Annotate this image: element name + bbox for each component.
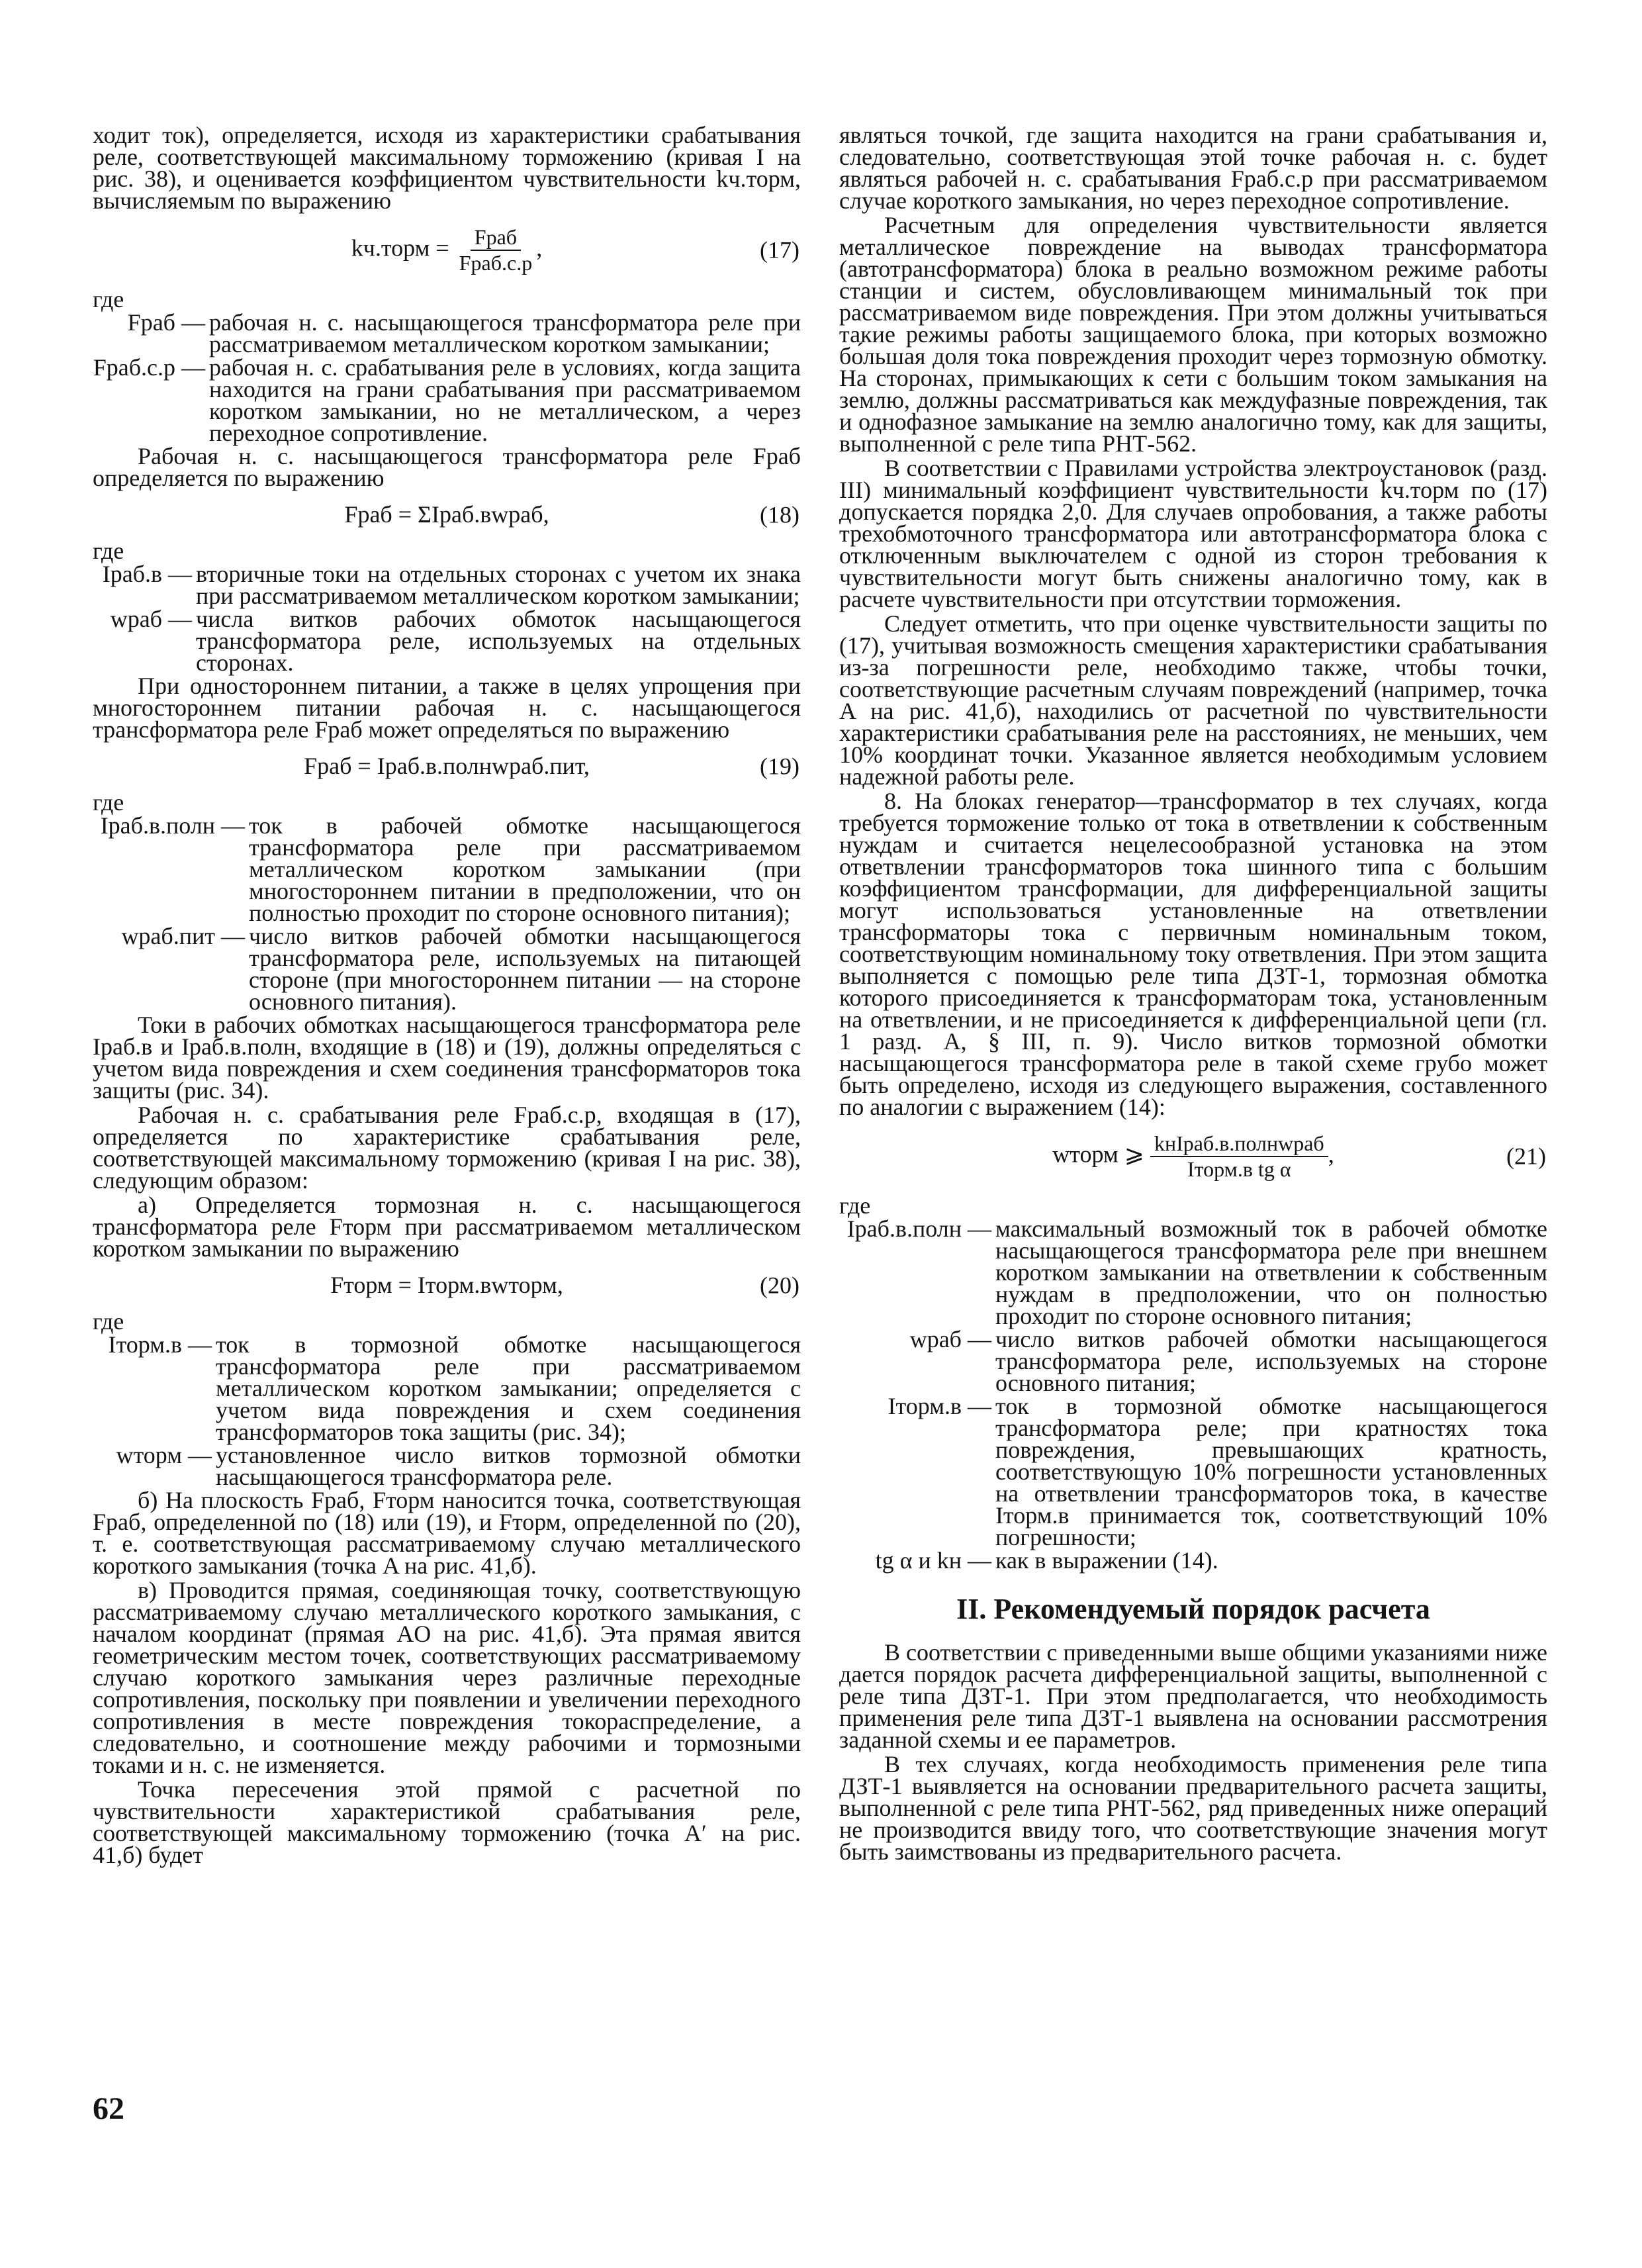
denominator: Iторм.в tg α bbox=[1187, 1157, 1291, 1181]
section-heading: II. Рекомендуемый порядок расчета bbox=[956, 1593, 1430, 1625]
formula-lhs: kч.торм = bbox=[351, 234, 449, 261]
definition bbox=[839, 1395, 1547, 1548]
formula-lhs: wторм ⩾ bbox=[1052, 1141, 1144, 1168]
paragraph: являться точкой, где защита находится на грани срабатывания и, следовательно, соответствующая этой точке рабочая н. с. будет являться рабочей н. с. срабатывания Fраб.с.р при рассматриваемом случае короткого замыкания, но через переходное сопротивление. bbox=[839, 122, 1547, 214]
formula-20 bbox=[93, 1274, 801, 1296]
paragraph: а) Определяется тормозная н. с. насыщающегося трансформатора реле Fторм при рассматриваемом металлическом коротком замыкании по выражению bbox=[93, 1192, 801, 1262]
equation-number: (17) bbox=[760, 236, 799, 263]
definition bbox=[839, 1215, 1547, 1329]
definition bbox=[93, 925, 801, 1013]
formula-body: Fраб = Iраб.в.полнwраб.пит, bbox=[304, 753, 590, 779]
definition-text: рабочая н. с. насыщающегося трансформатора реле при рассматриваемом металлическом коротком замыкании; bbox=[209, 309, 801, 357]
formula-tail: , bbox=[536, 234, 543, 261]
formula-body: Fраб = ΣIраб.вwраб, bbox=[344, 501, 549, 528]
definition bbox=[839, 1326, 1547, 1396]
definition-symbol: Iторм.в — bbox=[108, 1331, 212, 1358]
paragraph: Следует отметить, что при оценке чувствительности защиты по (17), учитывая возможность смещения характеристики срабатывания из-за погрешности реле, необходимо также, чтобы точки, соответствующие расчетным случаям повреждений (например, точка A на рис. 41,б), находились от расчетной по чувствительности характеристики срабатывания реле на расстояниях, не меньших, чем 10% координат точки. Указанное является необходимым условием надежной работы реле. bbox=[839, 610, 1547, 790]
definition-symbol: tg α и kн — bbox=[875, 1547, 991, 1574]
fraction bbox=[455, 226, 536, 274]
definition bbox=[93, 608, 801, 674]
definition-text: как в выражении (14). bbox=[995, 1547, 1218, 1574]
definition-text: число витков рабочей обмотки насыщающегося трансформатора реле, используемых на питающей стороне (при многостороннем питании — на стороне основного питания). bbox=[249, 923, 801, 1015]
definition-symbol: wторм — bbox=[116, 1442, 212, 1468]
definition-text: число витков рабочей обмотки насыщающегося трансформатора реле, используемых на стороне основного питания; bbox=[995, 1326, 1547, 1396]
definition-symbol: Iраб.в.полн — bbox=[100, 812, 245, 839]
left-column bbox=[93, 124, 801, 1869]
paragraph: Расчетным для определения чувствительности является металлическое повреждение на выводах трансформатора (автотрансформатора) блока в реально возможном режиме работы станции и систем, обусловливающем минимальный ток при рассматриваемом виде повреждения. При этом должны учитываться такие режимы работы защищаемого блока, при которых возможно бо́льшая доля тока повреждения проходит через тормозную обмотку. На сторонах, примыкающих к сети с большим током замыкания на землю, должны рассматриваться как междуфазные повреждения, так и однофазное замыкание на землю аналогично тому, как для защиты, выполненной с реле типа РНТ-562. bbox=[839, 212, 1547, 457]
definition bbox=[93, 563, 801, 607]
paragraph: Токи в рабочих обмотках насыщающегося трансформатора реле Iраб.в и Iраб.в.полн, входящие в (18) и (19), должны определяться с учетом вида повреждения и схем соединения трансформаторов тока защиты (рис. 34). bbox=[93, 1012, 801, 1104]
paragraph: Точка пересечения этой прямой с расчетной по чувствительности характеристикой срабатывания реле, соответствующей максимальному торможению (точка A′ на рис. 41,б) будет bbox=[93, 1776, 801, 1868]
paragraph: Рабочая н. с. насыщающегося трансформатора реле Fраб определяется по выражению bbox=[93, 443, 801, 491]
definition bbox=[93, 354, 801, 446]
numerator: Fраб bbox=[471, 226, 521, 251]
formula-tail: , bbox=[1328, 1141, 1334, 1168]
equation-number: (21) bbox=[1506, 1143, 1546, 1170]
definition bbox=[839, 1547, 1547, 1574]
definition-text: вторичные токи на отдельных сторонах с учетом их знака при рассматриваемом металлическом коротком замыкании; bbox=[196, 561, 801, 609]
paragraph: В соответствии с Правилами устройства электроустановок (разд. III) минимальный коэффициент чувствительности kч.торм по (17) допускается порядка 2,0. Для случаев опробования, а также работы трехобмоточного трансформатора или автотрансформатора блока с отключенным выключателем с одной из сторон требования к чувствительности могут быть снижены аналогично тому, как в расчете чувствительности при отсутствии торможения. bbox=[839, 455, 1547, 612]
formula-19 bbox=[93, 755, 801, 777]
definition-symbol: wраб — bbox=[110, 606, 192, 632]
definition-symbol: Iраб.в — bbox=[102, 561, 192, 587]
denominator: Fраб.с.р bbox=[459, 251, 533, 275]
paragraph: В тех случаях, когда необходимость применения реле типа ДЗТ-1 выявляется на основании предварительного расчета защиты, выполненной с реле типа РНТ-562, ряд приведенных ниже операций не производится ввиду того, что соответствующие значения могут быть заимствованы из предварительного расчета. bbox=[839, 1751, 1547, 1865]
page-number: 62 bbox=[93, 2091, 124, 2126]
right-column bbox=[839, 124, 1547, 1866]
paragraph: В соответствии с приведенными выше общими указаниями ниже дается порядок расчета дифференциальной защиты, выполненной с реле типа ДЗТ-1. При этом предполагается, что необходимость применения реле типа ДЗТ-1 выявлена на основании рассмотрения заданной схемы и ее параметров. bbox=[839, 1639, 1547, 1753]
definition-text: ток в тормозной обмотке насыщающегося трансформатора реле; при кратностях тока повреждения, превышающих кратность, соответствующую 10% погрешности установленных на ответвлении трансформаторов тока, в качестве Iторм.в принимается ток, соответствующий 10% погрешности; bbox=[995, 1393, 1547, 1550]
formula-21 bbox=[839, 1133, 1547, 1180]
definition bbox=[93, 1444, 801, 1488]
definition-text: ток в тормозной обмотке насыщающегося трансформатора реле при рассматриваемом металлическом коротком замыкании; определяется с учетом вида повреждения и схем соединения трансформаторов тока защиты (рис. 34); bbox=[216, 1331, 801, 1445]
definition-text: ток в рабочей обмотке насыщающегося трансформатора реле при рассматриваемом металлическом коротком замыкании (при многостороннем питании в предположении, что он полностью проходит по стороне основного питания); bbox=[249, 812, 801, 926]
numerator: kнIраб.в.полнwраб bbox=[1150, 1133, 1328, 1157]
definition-text: числа витков рабочих обмоток насыщающегося трансформатора реле, используемых на отдельных сторонах. bbox=[196, 606, 801, 676]
formula-18 bbox=[93, 501, 801, 528]
where-label: где bbox=[839, 1192, 871, 1219]
definition-text: максимальный возможный ток в рабочей обмотке насыщающегося трансформатора реле при внешнем коротком замыкании на ответвлении к собственным нуждам в предположении, что он полностью проходит по стороне основного питания; bbox=[995, 1215, 1547, 1329]
definition-symbol: Fраб — bbox=[127, 309, 205, 336]
where-label: где bbox=[93, 789, 124, 816]
paragraph: При одностороннем питании, а также в целях упрощения при многостороннем питании рабочая н. с. насыщающегося трансформатора реле Fраб может определяться по выражению bbox=[93, 673, 801, 743]
paragraph: в) Проводится прямая, соединяющая точку, соответствующую рассматриваемому случаю металлического короткого замыкания, с началом координат (прямая AO на рис. 41,б). Эта прямая явится геометрическим местом точек, соответствующих рассматриваемому случаю короткого замыкания через различные переходные сопротивления, поскольку при появлении и увеличении переходного сопротивления в месте повреждения токораспределение, а следовательно, и соотношение между рабочими и тормозными токами и н. с. не изменяется. bbox=[93, 1577, 801, 1778]
paragraph: 8. На блоках генератор—трансформатор в тех случаях, когда требуется торможение только от тока в ответвлении к собственным нуждам и считается нецелесообразной установка на этом ответвлении трансформаторов тока шинного типа с большим коэффициентом трансформации, для дифференциальной защиты могут использоваться установленные на ответвлении трансформаторы тока с первичным номинальным током, соответствующим номинальному току ответвления. При этом защита выполняется с помощью реле типа ДЗТ-1, тормозная обмотка которого присоединяется к трансформаторам тока, установленным на ответвлении, и не присоединяется к дифференциальной цепи (гл. 1 разд. А, § III, п. 9). Число витков тормозной обмотки насыщающегося трансформатора реле в такой схеме грубо может быть определено, исходя из следующего выражения, составленного по аналогии с выражением (14): bbox=[839, 788, 1547, 1120]
definition-symbol: wраб — bbox=[909, 1326, 991, 1352]
formula-17 bbox=[93, 226, 801, 274]
fraction bbox=[1150, 1133, 1328, 1180]
definition-text: установленное число витков тормозной обмотки насыщающегося трансформатора реле. bbox=[216, 1442, 801, 1490]
formula-body: Fторм = Iторм.вwторм, bbox=[330, 1272, 563, 1298]
where-label: где bbox=[93, 286, 124, 312]
equation-number: (20) bbox=[760, 1272, 799, 1298]
where-label: где bbox=[93, 1308, 124, 1335]
definition-text: рабочая н. с. срабатывания реле в условиях, когда защита находится на грани срабатывания при рассматриваемом коротком замыкании, но не металлическом, а через переходное сопротивление. bbox=[209, 354, 801, 446]
definition bbox=[93, 1331, 801, 1445]
where-label: где bbox=[93, 538, 124, 564]
definition-symbol: Iраб.в.полн — bbox=[846, 1215, 991, 1242]
equation-number: (19) bbox=[760, 753, 799, 779]
paragraph: Рабочая н. с. срабатывания реле Fраб.с.р, входящая в (17), определяется по характеристике срабатывания реле, соответствующей максимальному торможению (кривая I на рис. 38), следующим образом: bbox=[93, 1102, 801, 1194]
definition bbox=[93, 309, 801, 357]
paragraph: б) На плоскость Fраб, Fторм наносится точка, соответствующая Fраб, определенной по (18) или (19), и Fторм, определенной по (20), т. е. соответствующая рассматриваемому случаю металлического короткого замыкания (точка A на рис. 41,б). bbox=[93, 1487, 801, 1579]
definition-symbol: Iторм.в — bbox=[888, 1393, 991, 1419]
definition-symbol: Fраб.с.р — bbox=[93, 354, 205, 381]
equation-number: (18) bbox=[760, 501, 799, 528]
definition-symbol: wраб.пит — bbox=[121, 923, 245, 949]
paragraph: ходит ток), определяется, исходя из характеристики срабатывания реле, соответствующей максимальному торможению (кривая I на рис. 38), и оценивается коэффициентом чувствительности kч.торм, вычисляемым по выражению bbox=[93, 122, 801, 214]
definition bbox=[93, 812, 801, 926]
